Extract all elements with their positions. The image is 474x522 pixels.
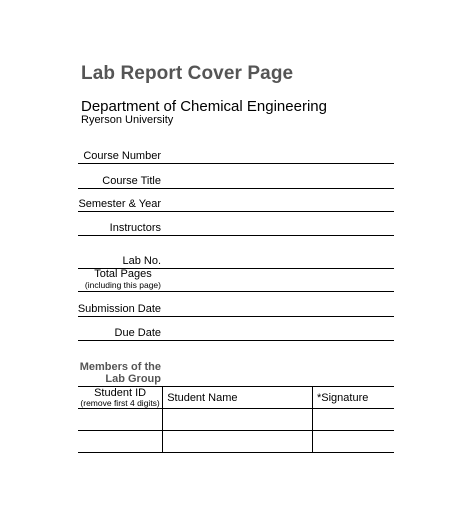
total-pages-note: (including this page) <box>84 280 161 290</box>
lab-no-label: Lab No. <box>122 255 161 267</box>
student-id-note: (remove first 4 digits) <box>80 397 160 408</box>
submission-date-line <box>78 316 394 317</box>
members-table-header <box>78 387 394 409</box>
student-id-cell[interactable] <box>78 409 163 431</box>
semester-year-field[interactable] <box>78 198 394 210</box>
semester-year-label: Semester & Year <box>78 198 161 210</box>
student-id-cell[interactable] <box>78 431 163 453</box>
student-name-cell[interactable] <box>163 409 313 431</box>
signature-header: *Signature <box>313 387 395 409</box>
semester-year-line <box>78 211 394 212</box>
members-table <box>78 386 394 453</box>
department-name: Department of Chemical Engineering <box>81 98 327 115</box>
course-number-label: Course Number <box>83 150 161 162</box>
table-row <box>78 409 394 431</box>
course-title-field[interactable] <box>78 175 394 187</box>
total-pages-text: Total Pages <box>94 268 152 280</box>
course-number-line <box>78 163 394 164</box>
members-heading-line2: Lab Group <box>105 373 161 385</box>
university-name: Ryerson University <box>81 114 174 126</box>
signature-cell[interactable] <box>313 431 395 453</box>
signature-cell[interactable] <box>313 409 395 431</box>
course-title-label: Course Title <box>102 175 161 187</box>
student-name-header: Student Name <box>163 387 313 409</box>
student-name-cell[interactable] <box>163 431 313 453</box>
due-date-line <box>78 340 394 341</box>
instructors-field[interactable] <box>78 222 394 234</box>
submission-date-field[interactable] <box>78 303 394 315</box>
members-heading-line1: Members of the <box>79 361 161 373</box>
table-row <box>78 431 394 453</box>
instructors-line <box>78 235 394 236</box>
course-number-field[interactable] <box>78 150 394 162</box>
total-pages-line <box>78 291 394 292</box>
due-date-field[interactable] <box>78 327 394 339</box>
course-title-line <box>78 188 394 189</box>
page-title: Lab Report Cover Page <box>81 63 294 84</box>
student-id-header <box>78 387 163 409</box>
total-pages-label <box>85 268 161 290</box>
instructors-label: Instructors <box>109 222 161 234</box>
student-id-label: Student ID <box>94 386 147 399</box>
lab-no-field[interactable] <box>78 255 394 267</box>
total-pages-field[interactable] <box>78 270 394 290</box>
members-heading <box>78 361 161 385</box>
due-date-label: Due Date <box>114 327 161 339</box>
submission-date-label: Submission Date <box>77 303 161 315</box>
